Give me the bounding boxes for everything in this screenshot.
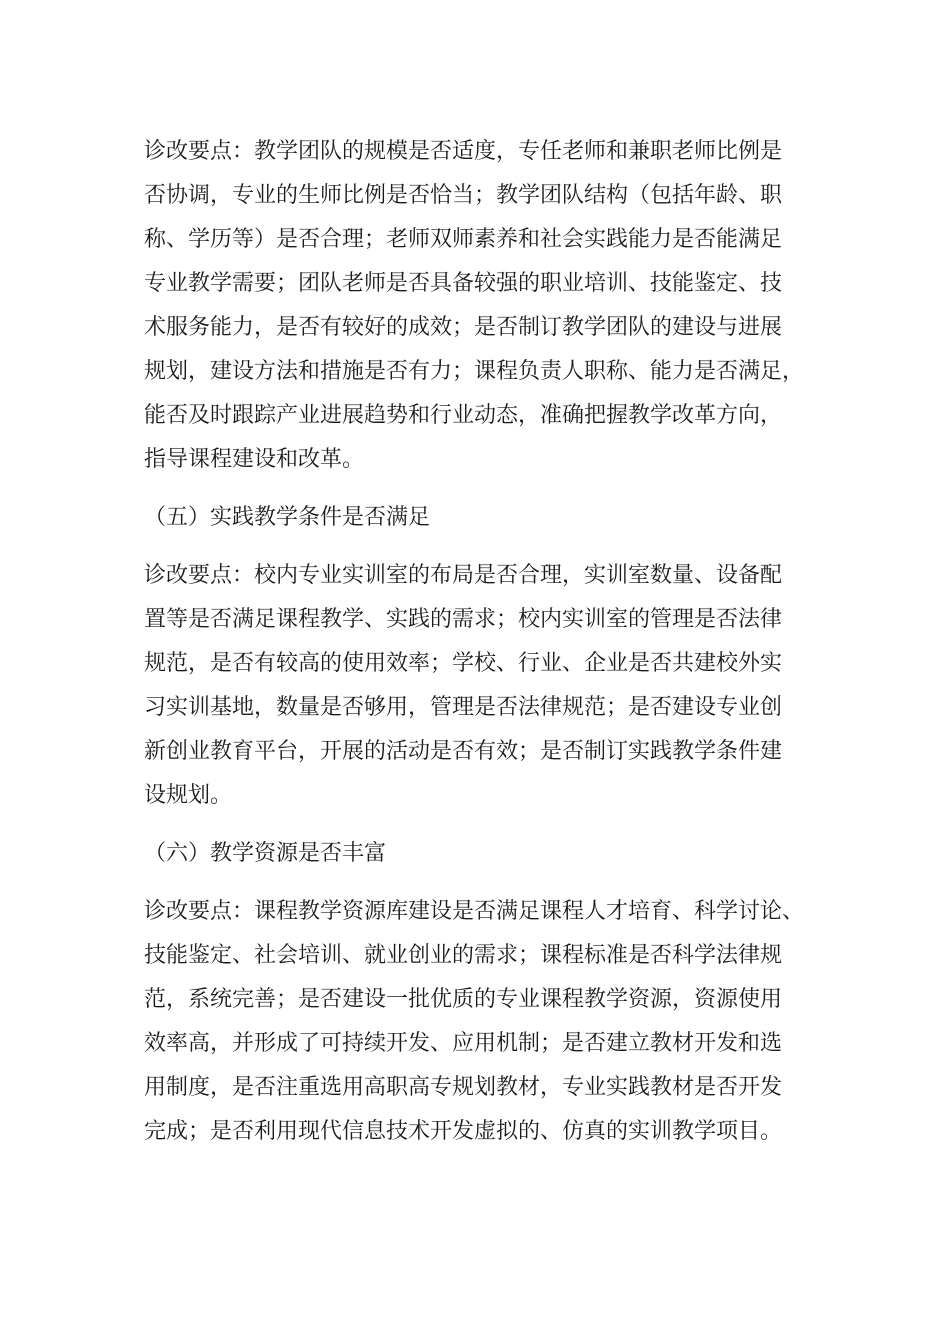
paragraph-line: 诊改要点：校内专业实训室的布局是否合理，实训室数量、设备配 [144, 563, 783, 588]
paragraph-line: 设规划。 [144, 783, 233, 808]
paragraph-line: 效率高，并形成了可持续开发、应用机制；是否建立教材开发和选 [144, 1031, 783, 1056]
paragraph-line: 习实训基地，数量是否够用，管理是否法律规范；是否建设专业创 [144, 695, 783, 720]
paragraph-line: 指导课程建设和改革。 [144, 447, 365, 472]
paragraph-gap [144, 540, 814, 554]
section-team-paragraph [144, 130, 814, 482]
paragraph-gap [144, 818, 814, 832]
paragraph-line: 专业教学需要；团队老师是否具备较强的职业培训、技能鉴定、技 [144, 271, 783, 296]
section-heading-practice: （五）实践教学条件是否满足 [144, 505, 431, 530]
paragraph-line: 技能鉴定、社会培训、就业创业的需求；课程标准是否科学法律规 [144, 943, 783, 968]
paragraph-line: 置等是否满足课程教学、实践的需求；校内实训室的管理是否法律 [144, 607, 783, 632]
paragraph-line: 诊改要点：课程教学资源库建设是否满足课程人才培育、科学讨论、 [144, 899, 805, 924]
paragraph-line: 称、学历等）是否合理；老师双师素养和社会实践能力是否能满足 [144, 227, 783, 252]
paragraph-line: 规划，建设方法和措施是否有力；课程负责人职称、能力是否满足， [144, 359, 805, 384]
paragraph-line: 完成；是否利用现代信息技术开发虚拟的、仿真的实训教学项目。 [144, 1119, 783, 1144]
paragraph-gap [144, 482, 814, 496]
paragraph-line: 否协调，专业的生师比例是否恰当；教学团队结构（包括年龄、职 [144, 183, 783, 208]
paragraph-gap [144, 876, 814, 890]
section-practice-paragraph [144, 554, 814, 818]
paragraph-line: 术服务能力，是否有较好的成效；是否制订教学团队的建设与进展 [144, 315, 783, 340]
paragraph-line: 范，系统完善；是否建设一批优质的专业课程教学资源，资源使用 [144, 987, 783, 1012]
section-resources-paragraph [144, 890, 814, 1154]
document-body [144, 130, 814, 1154]
section-heading-resources: （六）教学资源是否丰富 [144, 841, 387, 866]
paragraph-line: 诊改要点：教学团队的规模是否适度，专任老师和兼职老师比例是 [144, 139, 783, 164]
paragraph-line: 能否及时跟踪产业进展趋势和行业动态，准确把握教学改革方向， [144, 403, 783, 428]
paragraph-line: 用制度，是否注重选用高职高专规划教材，专业实践教材是否开发 [144, 1075, 783, 1100]
paragraph-line: 新创业教育平台，开展的活动是否有效；是否制订实践教学条件建 [144, 739, 783, 764]
paragraph-line: 规范，是否有较高的使用效率；学校、行业、企业是否共建校外实 [144, 651, 783, 676]
